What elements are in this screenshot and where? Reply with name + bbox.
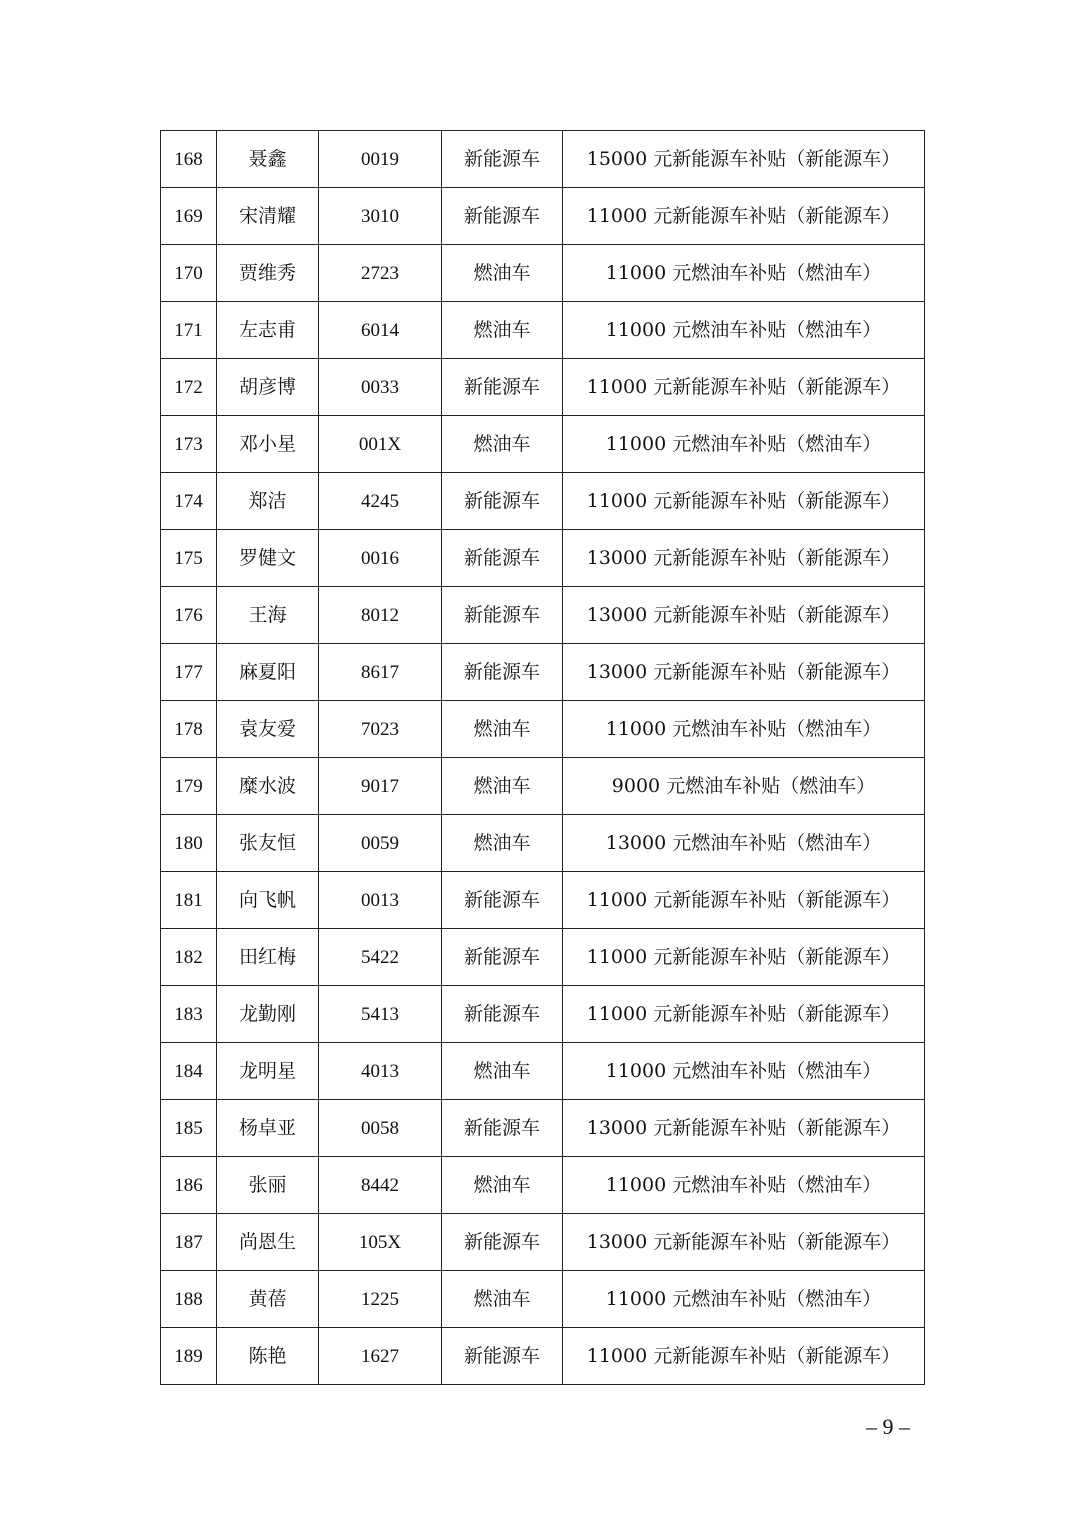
page-number: – 9 – xyxy=(866,1414,910,1439)
applicant-name-cell: 胡彦博 xyxy=(217,359,319,416)
subsidy-amount-cell: 11000 元燃油车补贴（燃油车） xyxy=(563,245,925,302)
applicant-name-cell: 龙明星 xyxy=(217,1043,319,1100)
id-suffix-cell: 1627 xyxy=(319,1328,442,1385)
row-number-cell: 183 xyxy=(161,986,217,1043)
id-suffix-cell: 0013 xyxy=(319,872,442,929)
applicant-name-cell: 袁友爱 xyxy=(217,701,319,758)
subsidy-amount-cell: 11000 元燃油车补贴（燃油车） xyxy=(563,701,925,758)
vehicle-type-cell: 燃油车 xyxy=(442,758,563,815)
id-suffix-cell: 4013 xyxy=(319,1043,442,1100)
applicant-name-cell: 王海 xyxy=(217,587,319,644)
row-number-cell: 185 xyxy=(161,1100,217,1157)
table-row xyxy=(161,986,925,1043)
applicant-name-cell: 张友恒 xyxy=(217,815,319,872)
table-row xyxy=(161,1328,925,1385)
applicant-name-cell: 田红梅 xyxy=(217,929,319,986)
subsidy-table-body xyxy=(161,131,925,1385)
id-suffix-cell: 1225 xyxy=(319,1271,442,1328)
subsidy-amount-cell: 13000 元新能源车补贴（新能源车） xyxy=(563,530,925,587)
id-suffix-cell: 5413 xyxy=(319,986,442,1043)
id-suffix-cell: 8012 xyxy=(319,587,442,644)
vehicle-type-cell: 新能源车 xyxy=(442,1328,563,1385)
vehicle-type-cell: 新能源车 xyxy=(442,1100,563,1157)
subsidy-amount-cell: 11000 元新能源车补贴（新能源车） xyxy=(563,188,925,245)
vehicle-type-cell: 燃油车 xyxy=(442,1157,563,1214)
row-number-cell: 187 xyxy=(161,1214,217,1271)
applicant-name-cell: 邓小星 xyxy=(217,416,319,473)
vehicle-type-cell: 燃油车 xyxy=(442,1271,563,1328)
row-number-cell: 171 xyxy=(161,302,217,359)
table-row xyxy=(161,1214,925,1271)
id-suffix-cell: 8617 xyxy=(319,644,442,701)
vehicle-type-cell: 新能源车 xyxy=(442,644,563,701)
id-suffix-cell: 8442 xyxy=(319,1157,442,1214)
table-row xyxy=(161,587,925,644)
id-suffix-cell: 105X xyxy=(319,1214,442,1271)
subsidy-amount-cell: 11000 元新能源车补贴（新能源车） xyxy=(563,1328,925,1385)
row-number-cell: 177 xyxy=(161,644,217,701)
row-number-cell: 170 xyxy=(161,245,217,302)
table-row xyxy=(161,188,925,245)
applicant-name-cell: 郑洁 xyxy=(217,473,319,530)
table-row xyxy=(161,416,925,473)
vehicle-type-cell: 新能源车 xyxy=(442,929,563,986)
row-number-cell: 178 xyxy=(161,701,217,758)
vehicle-type-cell: 新能源车 xyxy=(442,131,563,188)
subsidy-amount-cell: 11000 元新能源车补贴（新能源车） xyxy=(563,359,925,416)
vehicle-type-cell: 燃油车 xyxy=(442,701,563,758)
vehicle-type-cell: 燃油车 xyxy=(442,302,563,359)
vehicle-type-cell: 新能源车 xyxy=(442,872,563,929)
vehicle-type-cell: 新能源车 xyxy=(442,473,563,530)
vehicle-type-cell: 新能源车 xyxy=(442,530,563,587)
subsidy-amount-cell: 11000 元燃油车补贴（燃油车） xyxy=(563,416,925,473)
table-row xyxy=(161,1271,925,1328)
id-suffix-cell: 6014 xyxy=(319,302,442,359)
applicant-name-cell: 罗健文 xyxy=(217,530,319,587)
row-number-cell: 184 xyxy=(161,1043,217,1100)
applicant-name-cell: 糜水波 xyxy=(217,758,319,815)
id-suffix-cell: 0016 xyxy=(319,530,442,587)
subsidy-amount-cell: 11000 元燃油车补贴（燃油车） xyxy=(563,1043,925,1100)
applicant-name-cell: 向飞帆 xyxy=(217,872,319,929)
table-row xyxy=(161,131,925,188)
subsidy-amount-cell: 13000 元新能源车补贴（新能源车） xyxy=(563,1214,925,1271)
subsidy-table xyxy=(160,130,925,1385)
id-suffix-cell: 7023 xyxy=(319,701,442,758)
table-row xyxy=(161,701,925,758)
applicant-name-cell: 黄蓓 xyxy=(217,1271,319,1328)
row-number-cell: 189 xyxy=(161,1328,217,1385)
table-row xyxy=(161,929,925,986)
table-row xyxy=(161,1100,925,1157)
vehicle-type-cell: 燃油车 xyxy=(442,1043,563,1100)
table-row xyxy=(161,1043,925,1100)
vehicle-type-cell: 燃油车 xyxy=(442,416,563,473)
id-suffix-cell: 4245 xyxy=(319,473,442,530)
subsidy-amount-cell: 11000 元新能源车补贴（新能源车） xyxy=(563,872,925,929)
vehicle-type-cell: 新能源车 xyxy=(442,1214,563,1271)
applicant-name-cell: 张丽 xyxy=(217,1157,319,1214)
row-number-cell: 174 xyxy=(161,473,217,530)
subsidy-amount-cell: 9000 元燃油车补贴（燃油车） xyxy=(563,758,925,815)
vehicle-type-cell: 新能源车 xyxy=(442,986,563,1043)
id-suffix-cell: 5422 xyxy=(319,929,442,986)
table-row xyxy=(161,302,925,359)
id-suffix-cell: 0033 xyxy=(319,359,442,416)
vehicle-type-cell: 新能源车 xyxy=(442,188,563,245)
applicant-name-cell: 聂鑫 xyxy=(217,131,319,188)
table-row xyxy=(161,872,925,929)
vehicle-type-cell: 燃油车 xyxy=(442,815,563,872)
applicant-name-cell: 龙勤刚 xyxy=(217,986,319,1043)
subsidy-amount-cell: 11000 元燃油车补贴（燃油车） xyxy=(563,1271,925,1328)
row-number-cell: 168 xyxy=(161,131,217,188)
row-number-cell: 169 xyxy=(161,188,217,245)
id-suffix-cell: 3010 xyxy=(319,188,442,245)
applicant-name-cell: 贾维秀 xyxy=(217,245,319,302)
applicant-name-cell: 尚恩生 xyxy=(217,1214,319,1271)
applicant-name-cell: 麻夏阳 xyxy=(217,644,319,701)
row-number-cell: 188 xyxy=(161,1271,217,1328)
table-row xyxy=(161,359,925,416)
row-number-cell: 175 xyxy=(161,530,217,587)
applicant-name-cell: 宋清耀 xyxy=(217,188,319,245)
id-suffix-cell: 2723 xyxy=(319,245,442,302)
subsidy-amount-cell: 15000 元新能源车补贴（新能源车） xyxy=(563,131,925,188)
subsidy-amount-cell: 11000 元燃油车补贴（燃油车） xyxy=(563,302,925,359)
id-suffix-cell: 001X xyxy=(319,416,442,473)
subsidy-amount-cell: 11000 元新能源车补贴（新能源车） xyxy=(563,473,925,530)
applicant-name-cell: 杨卓亚 xyxy=(217,1100,319,1157)
table-row xyxy=(161,815,925,872)
row-number-cell: 180 xyxy=(161,815,217,872)
table-row xyxy=(161,530,925,587)
vehicle-type-cell: 新能源车 xyxy=(442,359,563,416)
subsidy-amount-cell: 11000 元新能源车补贴（新能源车） xyxy=(563,929,925,986)
subsidy-amount-cell: 13000 元新能源车补贴（新能源车） xyxy=(563,587,925,644)
applicant-name-cell: 左志甫 xyxy=(217,302,319,359)
subsidy-amount-cell: 13000 元燃油车补贴（燃油车） xyxy=(563,815,925,872)
subsidy-amount-cell: 11000 元新能源车补贴（新能源车） xyxy=(563,986,925,1043)
table-row xyxy=(161,1157,925,1214)
row-number-cell: 179 xyxy=(161,758,217,815)
row-number-cell: 186 xyxy=(161,1157,217,1214)
applicant-name-cell: 陈艳 xyxy=(217,1328,319,1385)
row-number-cell: 176 xyxy=(161,587,217,644)
id-suffix-cell: 0059 xyxy=(319,815,442,872)
id-suffix-cell: 0058 xyxy=(319,1100,442,1157)
row-number-cell: 172 xyxy=(161,359,217,416)
row-number-cell: 181 xyxy=(161,872,217,929)
subsidy-amount-cell: 13000 元新能源车补贴（新能源车） xyxy=(563,644,925,701)
row-number-cell: 173 xyxy=(161,416,217,473)
subsidy-amount-cell: 13000 元新能源车补贴（新能源车） xyxy=(563,1100,925,1157)
row-number-cell: 182 xyxy=(161,929,217,986)
id-suffix-cell: 9017 xyxy=(319,758,442,815)
id-suffix-cell: 0019 xyxy=(319,131,442,188)
table-row xyxy=(161,473,925,530)
table-row xyxy=(161,245,925,302)
vehicle-type-cell: 燃油车 xyxy=(442,245,563,302)
subsidy-amount-cell: 11000 元燃油车补贴（燃油车） xyxy=(563,1157,925,1214)
table-row xyxy=(161,644,925,701)
table-row xyxy=(161,758,925,815)
vehicle-type-cell: 新能源车 xyxy=(442,587,563,644)
